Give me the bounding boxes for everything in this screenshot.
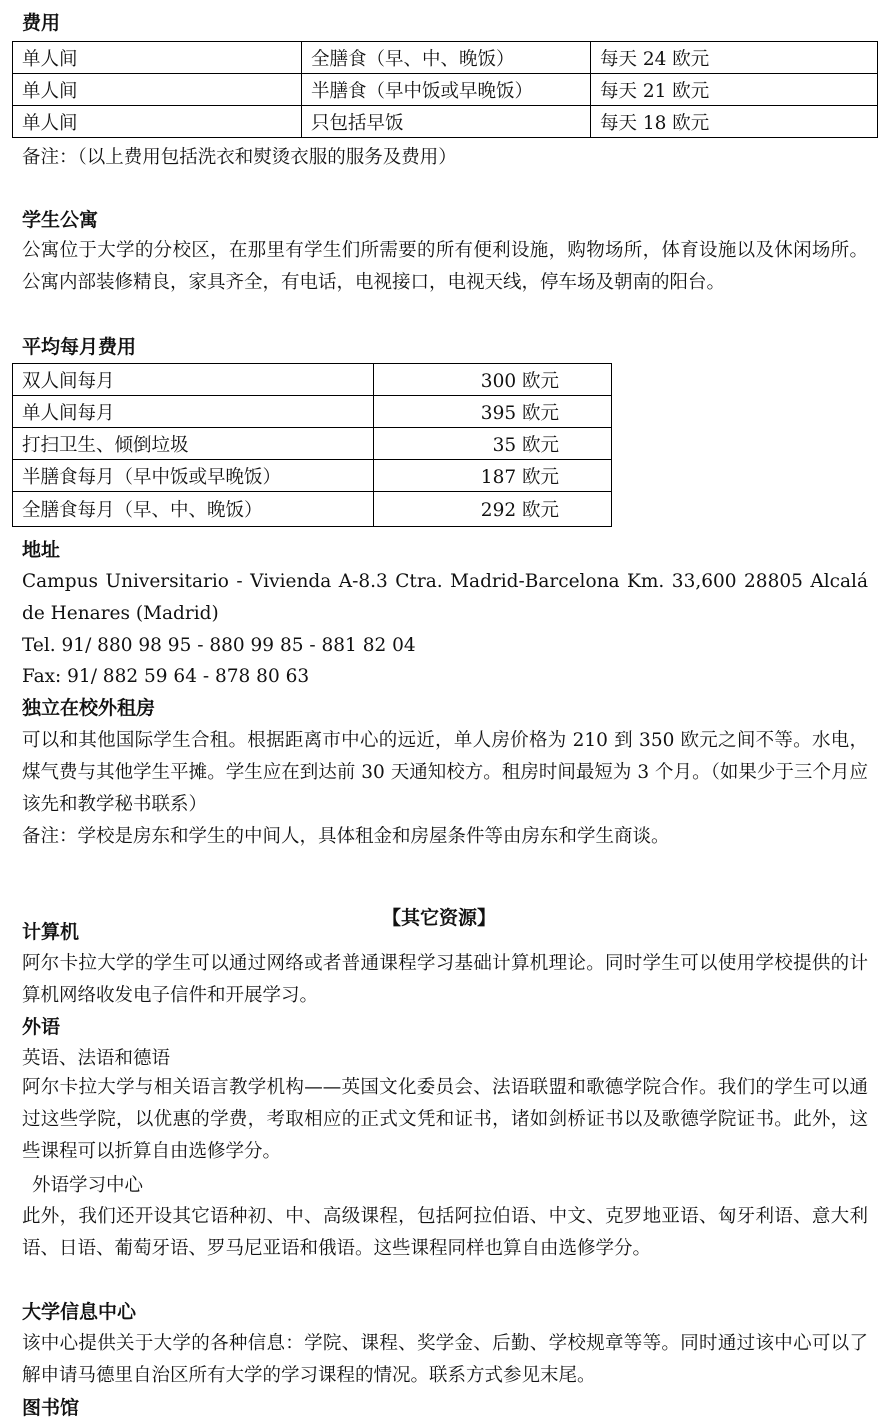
other-resources-title: 【其它资源】 <box>381 907 496 929</box>
table-row <box>13 460 612 492</box>
info-center-text: 该中心提供关于大学的各种信息：学院、课程、奖学金、后勤、学校规章等等。同时通过该中心可以了解申请马德里自治区所有大学的学习课程的情况。联系方式参见末尾。 <box>22 1333 868 1386</box>
computer-text: 阿尔卡拉大学的学生可以通过网络或者普通课程学习基础计算机理论。同时学生可以使用学校提供的计算机网络收发电子信件和开展学习。 <box>22 953 868 1006</box>
table-cell: 单人间 <box>13 106 302 138</box>
apartment-text: 公寓位于大学的分校区，在那里有学生们所需要的所有便利设施，购物场所，体育设施以及休闲场所。公寓内部装修精良，家具齐全，有电话，电视接口，电视天线，停车场及朝南的阳台。 <box>22 240 868 293</box>
table-row <box>13 106 878 138</box>
address-tel: Tel. 91/ 880 98 95 - 880 99 85 - 881 82 04 <box>22 635 416 656</box>
fees-note: 备注：（以上费用包括洗衣和熨烫衣服的服务及费用） <box>22 147 457 168</box>
table-cell: 只包括早饭 <box>302 106 591 138</box>
language-center-text: 此外，我们还开设其它语种初、中、高级课程，包括阿拉伯语、中文、克罗地亚语、匈牙利语、意大利语、日语、葡萄牙语、罗马尼亚语和俄语。这些课程同样也算自由选修学分。 <box>22 1206 868 1259</box>
table-cell: 395 欧元 <box>374 396 612 428</box>
language-text: 阿尔卡拉大学与相关语言教学机构——英国文化委员会、法语联盟和歌德学院合作。我们的学生可以通过这些学院，以优惠的学费，考取相应的正式文凭和证书，诸如剑桥证书以及歌德学院证书。此外，这些课程可以折算自由选修学分。 <box>22 1077 868 1162</box>
table-row <box>13 42 878 74</box>
table-cell: 35 欧元 <box>374 428 612 460</box>
offcampus-text: 可以和其他国际学生合租。根据距离市中心的远近，单人房价格为 210 到 350 欧元之间不等。水电，煤气费与其他学生平摊。学生应在到达前 30 天通知校方。租房时间最短为 3 个月。（如果少于三个月应该先和教学秘书联系） <box>22 730 868 815</box>
table-row <box>13 74 878 106</box>
apartment-heading: 学生公寓 <box>22 209 99 231</box>
table-cell: 全膳食（早、中、晚饭） <box>302 42 591 74</box>
language-center-subheading: 外语学习中心 <box>32 1175 144 1196</box>
address-line: Campus Universitario - Vivienda A-8.3 Ctra. Madrid-Barcelona Km. 33,600 28805 Alcalá de Henares (Madrid) <box>22 571 868 624</box>
language-subheading: 英语、法语和德语 <box>22 1048 171 1069</box>
table-cell: 每天 18 欧元 <box>591 106 878 138</box>
offcampus-heading: 独立在校外租房 <box>22 697 156 719</box>
table-row <box>13 364 612 396</box>
library-heading: 图书馆 <box>22 1397 80 1419</box>
table-cell: 全膳食每月（早、中、晚饭） <box>13 492 374 527</box>
offcampus-note: 备注：学校是房东和学生的中间人，具体租金和房屋条件等由房东和学生商谈。 <box>22 826 670 847</box>
table-cell: 每天 21 欧元 <box>591 74 878 106</box>
fees-heading: 费用 <box>22 12 61 34</box>
table-cell: 双人间每月 <box>13 364 374 396</box>
table-cell: 半膳食每月（早中饭或早晚饭） <box>13 460 374 492</box>
info-center-heading: 大学信息中心 <box>22 1301 137 1323</box>
address-fax: Fax: 91/ 882 59 64 - 878 80 63 <box>22 666 310 687</box>
table-cell: 每天 24 欧元 <box>591 42 878 74</box>
table-cell: 300 欧元 <box>374 364 612 396</box>
language-heading: 外语 <box>22 1016 61 1038</box>
address-heading: 地址 <box>22 539 61 561</box>
fees-table <box>12 41 878 138</box>
table-cell: 单人间每月 <box>13 396 374 428</box>
table-cell: 292 欧元 <box>374 492 612 527</box>
table-cell: 半膳食（早中饭或早晚饭） <box>302 74 591 106</box>
computer-heading: 计算机 <box>22 921 80 943</box>
table-cell: 单人间 <box>13 74 302 106</box>
table-cell: 打扫卫生、倾倒垃圾 <box>13 428 374 460</box>
table-row <box>13 428 612 460</box>
table-row <box>13 396 612 428</box>
monthly-fees-table <box>12 363 612 527</box>
monthly-fees-heading: 平均每月费用 <box>22 336 137 358</box>
table-cell: 单人间 <box>13 42 302 74</box>
table-cell: 187 欧元 <box>374 460 612 492</box>
table-row <box>13 492 612 527</box>
